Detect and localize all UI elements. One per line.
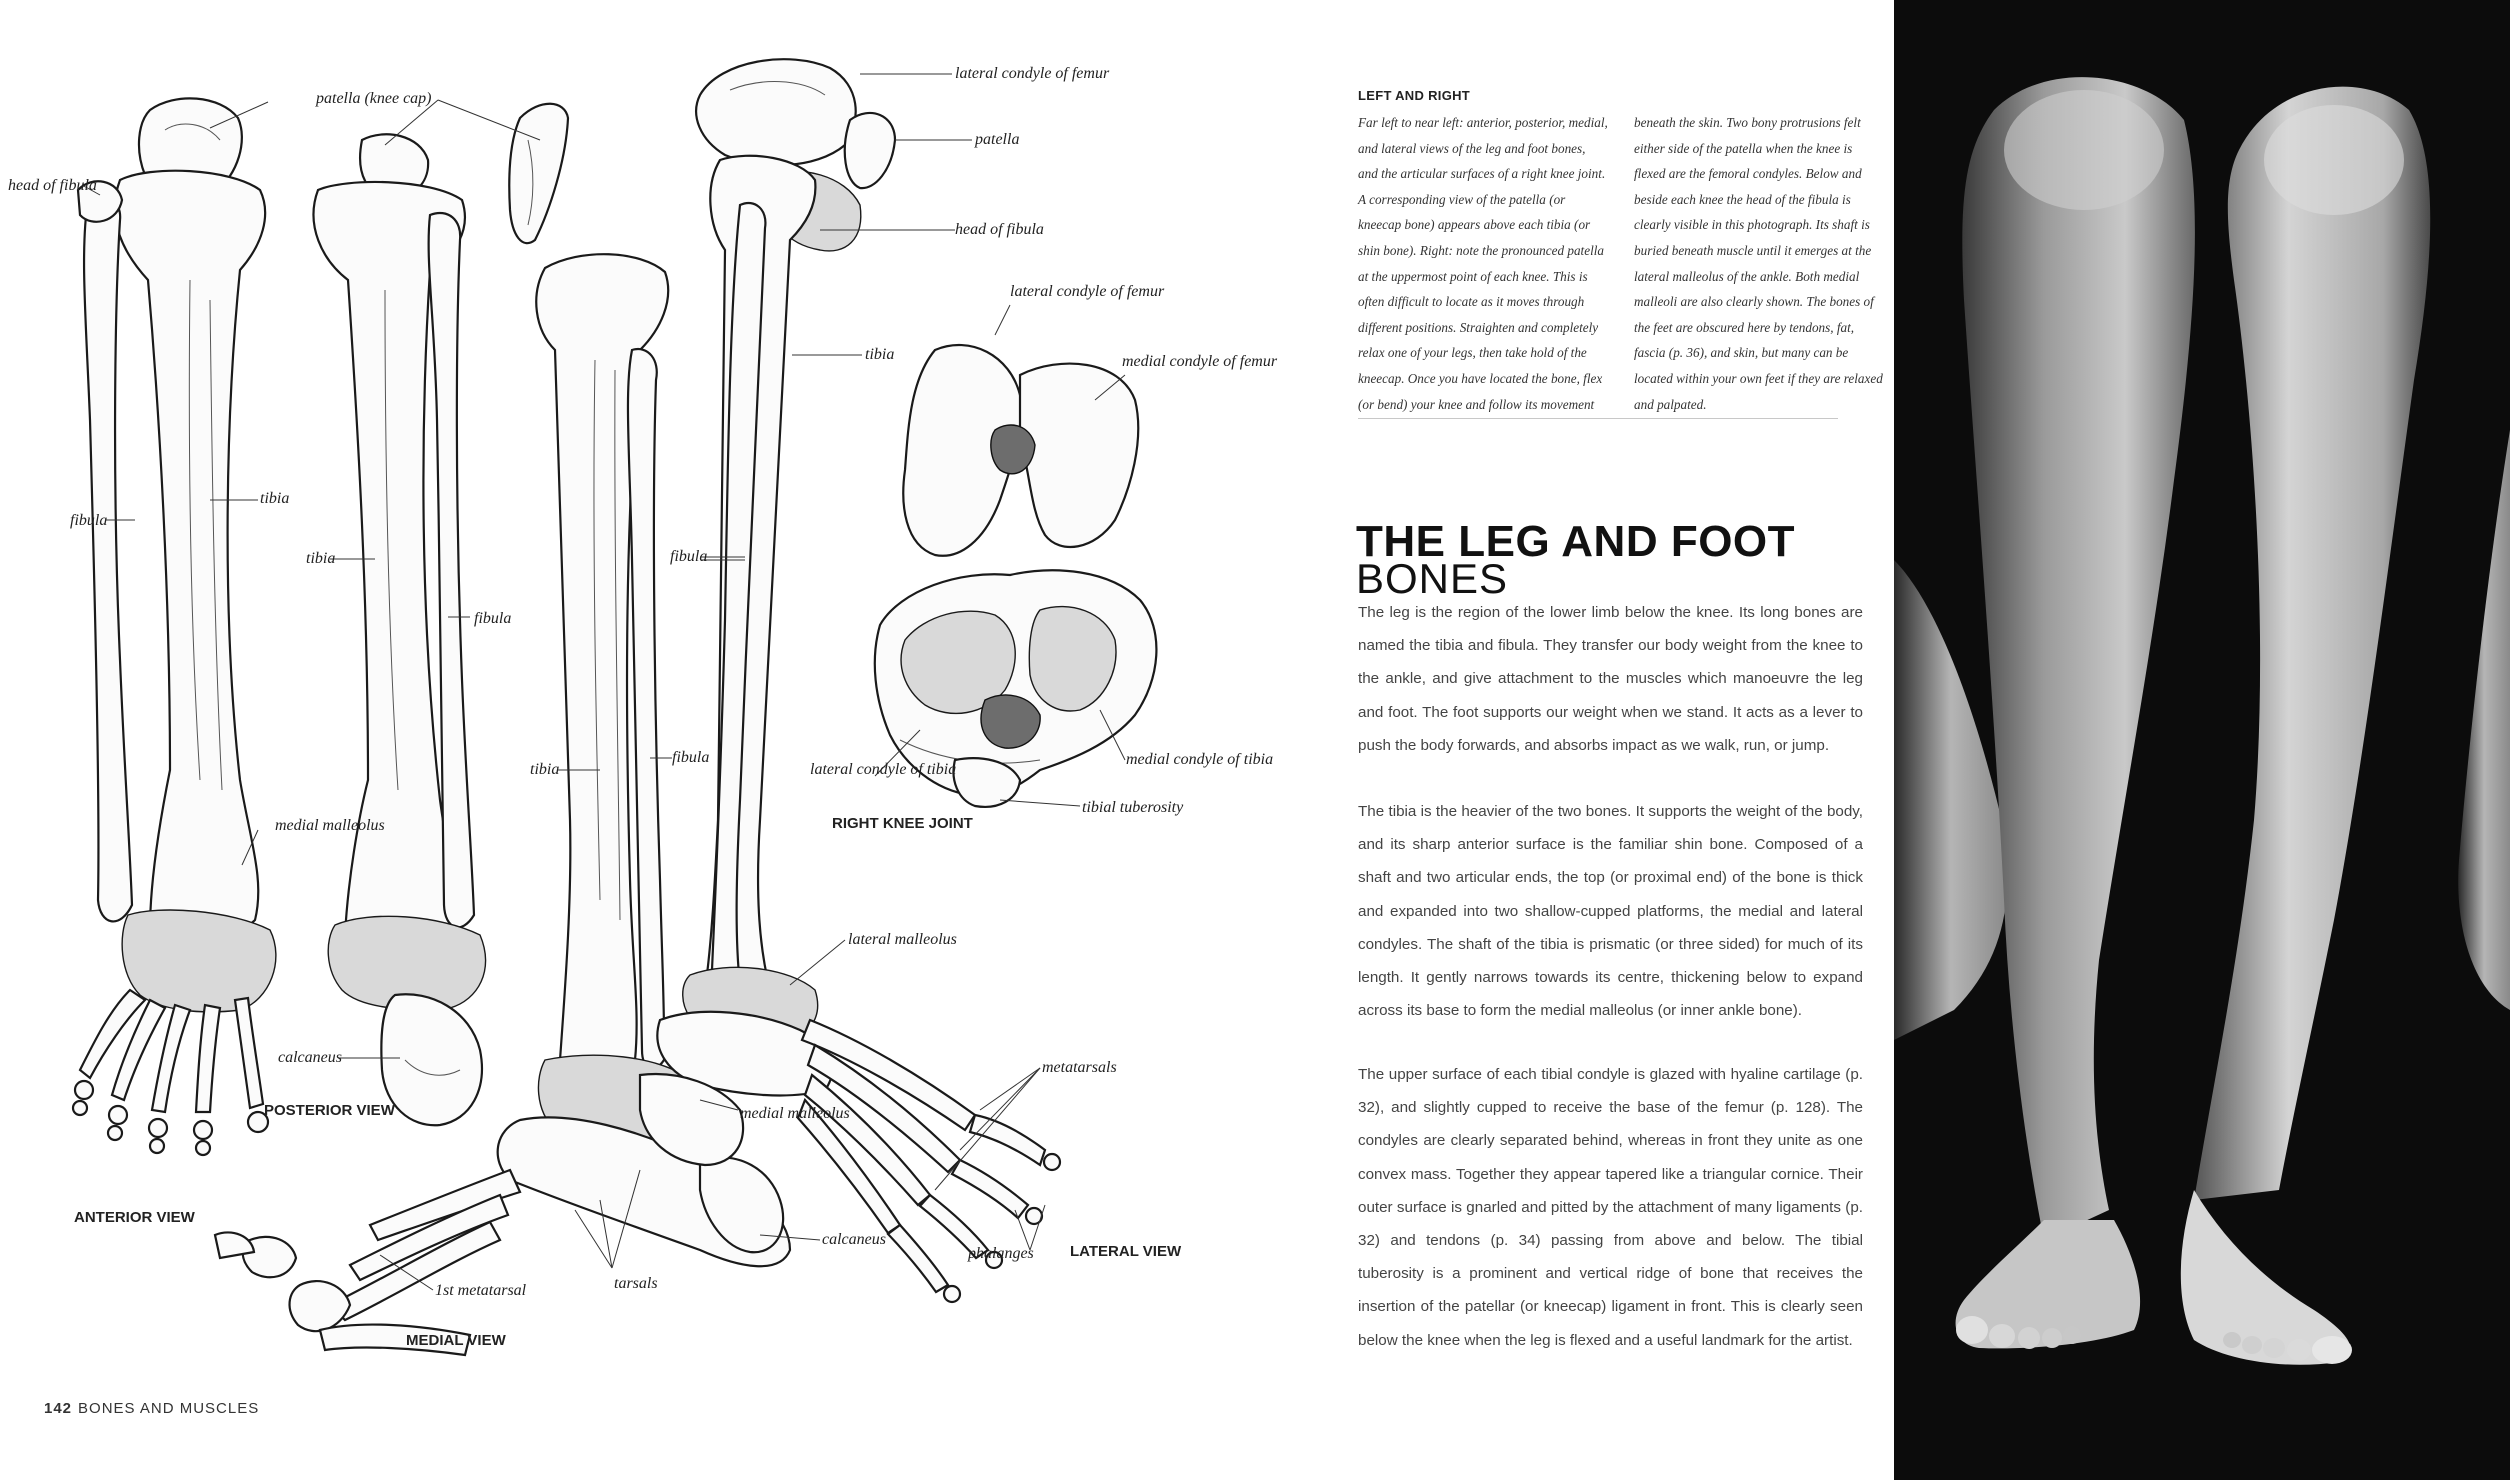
label-tibia-anterior: tibia [260,490,290,507]
label-fibula-anterior: fibula [70,512,108,529]
label-tibia-lateral: tibia [865,346,895,363]
caption-lateral-view: LATERAL VIEW [1070,1243,1182,1260]
label-lateral-condyle-of-tibia: lateral condyle of tibia [810,761,957,778]
label-calcaneus-posterior: calcaneus [278,1049,342,1066]
body-paragraph-3: The upper surface of each tibial condyle is glazed with hyaline cartilage (p. 32), and slightly cupped to receive the base of the femur (p. 128). The condyles are clearly separated behind, whereas in front they unite as one convex mass. Together they appear tapered like a triangular cornice. Their outer surface is gnarled and pitted by the attachment of many ligaments (p. 32) and tendons (p. 34) passing from above and below. The tibial tuberosity is a prominent and vertical ridge of bone that receives the insertion of the patellar (or kneecap) ligament in front. This is clearly seen below the knee when the leg is flexed and a useful landmark for the artist. [1358,1066,1863,1349]
label-calcaneus-medial: calcaneus [822,1231,886,1248]
sidebar-column-1: Far left to near left: anterior, posterior, medial, and lateral views of the leg and foot bones, and the articular surfaces of a right knee joint. A corresponding view of the patella (or kneecap bone) appears above each tibia (or shin bone). Right: note the pronounced patella at the uppermost point of each knee. This is often difficult to locate as it moves through different positions. Straighten and completely relax one of your legs, then take hold of the kneecap. Once you have located the bone, flex (or bend) your knee and follow its movement [1358,115,1608,412]
sidebar-divider [1358,418,1838,419]
label-1st-metatarsal: 1st metatarsal [435,1282,527,1299]
label-tarsals: tarsals [614,1275,658,1292]
label-phalanges: phalanges [968,1245,1034,1262]
section-name: BONES AND MUSCLES [78,1400,260,1417]
label-medial-condyle-of-tibia: medial condyle of tibia [1126,751,1274,768]
femur-condyles-drawing [903,345,1138,556]
page-subtitle: BONES [1356,555,1509,602]
caption-posterior-view: POSTERIOR VIEW [264,1102,395,1119]
floating-patella-drawing [509,104,568,243]
anterior-view-drawing [73,98,276,1155]
sidebar-column-2: beneath the skin. Two bony protrusions felt either side of the patella when the knee is flexed are the femoral condyles. Below and beside each knee the head of the fibula is clearly visible in this photograph. Its shaft is buried beneath muscle until it emerges at the lateral malleolus of the ankle. Both medial malleoli are also clearly shown. The bones of the feet are obscured here by tendons, fat, fascia (p. 36), and skin, but many can be located within your own feet if they are relaxed and palpated. [1634,115,1883,412]
body-paragraph-2: The tibia is the heavier of the two bones. It supports the weight of the body, and its sharp anterior surface is the familiar shin bone. Composed of a shaft and two articular ends, the top (or proximal end) of the bone is thick and expanded into two shallow-cupped platforms, the medial and lateral condyles. The shaft of the tibia is prismatic (or three sided) for much of its length. It gently narrows towards its centre, thickening below to expand across its base to form the medial malleolus (or inner ankle bone). [1358,803,1863,1020]
label-lateral-malleolus: lateral malleolus [848,931,957,948]
legs-photo-illustration [1894,0,2510,1480]
label-medial-condyle-of-femur: medial condyle of femur [1122,353,1278,370]
body-paragraph-1: The leg is the region of the lower limb below the knee. Its long bones are named the tibia and fibula. They transfer our body weight from the knee to the ankle, and give attachment to the muscles which manoeuvre the leg and foot. The foot supports our weight when we stand. It acts as a lever to push the body forwards, and absorbs impact as we walk, run, or jump. [1358,604,1863,754]
page-number: 142 [44,1400,73,1417]
label-metatarsals: metatarsals [1042,1059,1117,1076]
label-patella-knee-cap: patella (knee cap) [316,90,432,107]
caption-anterior-view: ANTERIOR VIEW [74,1209,195,1226]
label-fibula-lateral: fibula [670,548,708,565]
label-tibial-tuberosity: tibial tuberosity [1082,799,1184,816]
page-title: THE LEG AND FOOT [1356,517,1796,566]
caption-right-knee-joint: RIGHT KNEE JOINT [832,815,973,832]
label-fibula-medial: fibula [672,749,710,766]
label-tibia-posterior: tibia [306,550,336,567]
label-medial-malleolus-anterior: medial malleolus [275,817,385,834]
sidebar-title: LEFT AND RIGHT [1358,88,1471,103]
legs-photograph [1894,0,2510,1480]
label-lateral-condyle-of-femur-top: lateral condyle of femur [955,65,1110,82]
caption-medial-view: MEDIAL VIEW [406,1332,506,1349]
page-folio [44,1400,259,1417]
label-patella-lateral: patella [975,131,1020,148]
label-head-of-fibula-anterior: head of fibula [8,177,97,194]
label-medial-malleolus-medial: medial malleolus [740,1105,850,1122]
medial-view-drawing [215,254,790,1355]
posterior-view-drawing [314,134,486,1125]
label-lateral-condyle-of-femur-knee: lateral condyle of femur [1010,283,1165,300]
label-tibia-medial: tibia [530,761,560,778]
label-fibula-posterior: fibula [474,610,512,627]
label-head-of-fibula-lateral: head of fibula [955,221,1044,238]
